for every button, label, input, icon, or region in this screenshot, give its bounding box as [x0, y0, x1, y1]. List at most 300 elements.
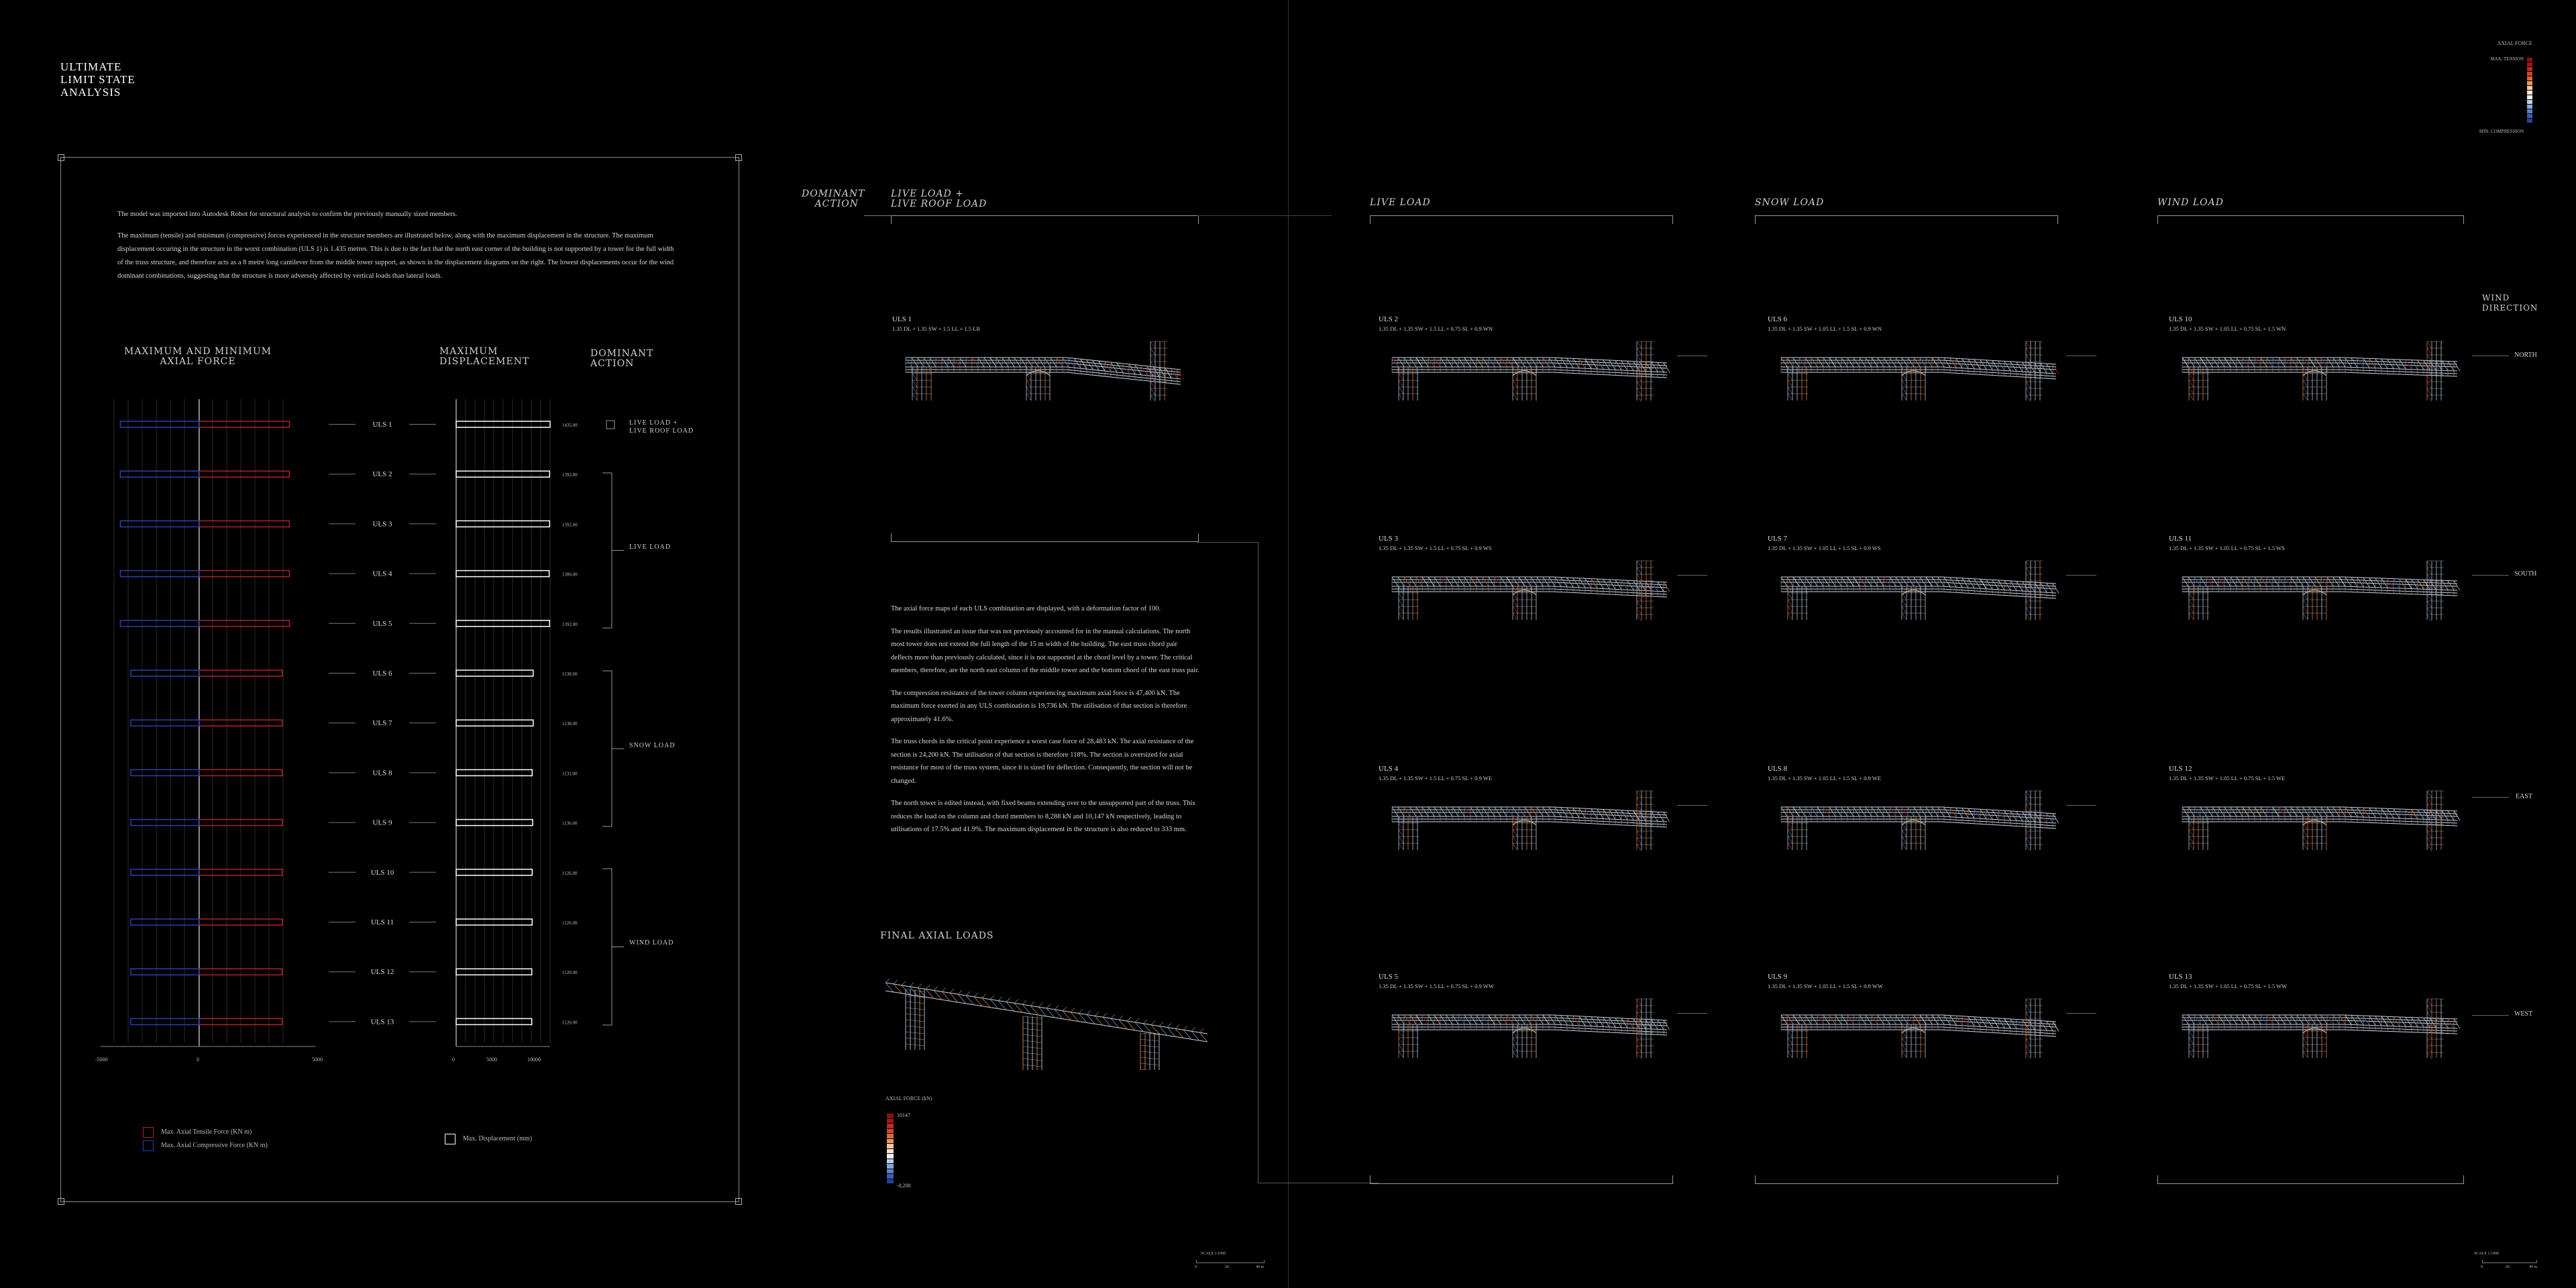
truss-member [2442, 580, 2448, 590]
truss-member [2053, 364, 2059, 374]
colorbar-swatch [887, 1144, 894, 1148]
truss-member [1854, 577, 1860, 586]
iso-member [1159, 1022, 1163, 1026]
tower-arch [2303, 1028, 2326, 1034]
tower-bracing [2026, 395, 2031, 402]
truss-member [1537, 1015, 1543, 1024]
truss-member [2363, 578, 2369, 587]
truss-member [1627, 361, 1633, 370]
tower-bracing [2303, 600, 2308, 606]
tower-bracing [2026, 824, 2031, 831]
truss-member [1781, 1015, 1787, 1024]
colorbar-swatch [2527, 91, 2532, 95]
truss-member [1543, 1015, 1549, 1024]
truss-member [2454, 362, 2460, 371]
truss-member [2418, 580, 2424, 589]
truss-member [1519, 1015, 1525, 1024]
truss-member [1627, 1018, 1633, 1028]
tower-arch [2303, 820, 2326, 826]
truss-member [2454, 811, 2460, 820]
truss-member [1914, 1015, 1920, 1024]
truss-member [1884, 807, 1890, 816]
tower-bracing [2303, 606, 2308, 613]
truss-member [2004, 810, 2010, 820]
uls-row-label: ULS 4 [372, 570, 392, 578]
truss-member [1829, 358, 1835, 367]
truss-chord [1781, 580, 2056, 586]
truss-member [1944, 807, 1950, 817]
action-label-wind: WIND LOAD [629, 939, 674, 947]
truss-member [2224, 577, 2231, 586]
colorbar-swatch [2527, 109, 2532, 113]
truss-chord [2182, 586, 2457, 590]
truss-member [1860, 577, 1866, 586]
truss-chord [1781, 822, 2056, 828]
truss-member [1434, 577, 1440, 586]
truss-member [1841, 807, 1847, 816]
tower-bracing [1902, 606, 1907, 613]
tower-bracing [1902, 613, 1907, 620]
direction-west: WEST [2514, 1010, 2533, 1018]
truss-member [1793, 358, 1799, 367]
tower-bracing [2026, 601, 2031, 608]
colorbar-swatch [2527, 67, 2532, 71]
truss-member [1141, 366, 1147, 376]
truss-member [1609, 580, 1615, 589]
truss-member [1555, 577, 1561, 586]
truss-member [978, 358, 984, 367]
truss-member [2430, 810, 2436, 820]
iso-member [926, 985, 930, 989]
truss-member [1044, 358, 1051, 367]
uls-cell-diagram [2169, 339, 2464, 402]
truss-member [1410, 1015, 1416, 1024]
iso-member [1046, 1004, 1051, 1008]
uls-cell-label: ULS 9 [1768, 973, 1788, 981]
truss-member [1597, 579, 1603, 588]
uls-row-label: ULS 12 [370, 968, 394, 977]
uls-cell-diagram [1768, 996, 2063, 1060]
connector-line [1197, 215, 1332, 216]
truss-member [2442, 810, 2448, 820]
tower-bracing [1637, 1039, 1642, 1046]
truss-member [2297, 1015, 2303, 1024]
uls-cell-diagram [1379, 558, 1674, 622]
truss-member [2418, 360, 2424, 370]
iso-member [966, 991, 970, 996]
truss-member [1537, 807, 1543, 816]
truss-chord [1781, 1027, 2056, 1034]
truss-member [1902, 1015, 1908, 1024]
compression-bar [131, 769, 199, 775]
colorbar-swatch [2527, 95, 2532, 99]
truss-member [1483, 358, 1489, 367]
disp-tick-2: 10000 [527, 1057, 541, 1063]
iso-member [1191, 1027, 1195, 1031]
uls-row-label: ULS 7 [372, 719, 392, 728]
truss-member [1902, 577, 1908, 586]
tower-bracing [1399, 394, 1403, 400]
tower-bracing [1399, 1051, 1403, 1058]
tower-arch [1026, 371, 1050, 376]
truss-member [1507, 1015, 1513, 1024]
disp-value: 1392.00 [562, 621, 578, 627]
tower-bracing [2189, 606, 2194, 613]
truss-member [2381, 1016, 2387, 1026]
tower-bracing [1399, 387, 1403, 394]
uls-cell-combo: 1.35 DL + 1.35 SW + 1.05 LL + 1.5 SL + 0.9 WE [1768, 775, 1882, 782]
tower-bracing [1513, 606, 1517, 613]
truss-member [1992, 810, 1998, 820]
iso-member [974, 993, 978, 997]
live-roof-col-header [891, 189, 987, 209]
title-line-2: LIMIT STATE [60, 73, 136, 86]
truss-member [1464, 807, 1470, 816]
tower-bracing [1902, 1038, 1907, 1044]
truss-member [2375, 359, 2381, 368]
disp-header-line-2: DISPLACEMENT [439, 356, 530, 367]
truss-member [2394, 360, 2400, 369]
truss-member [1980, 1017, 1986, 1027]
truss-member [1872, 807, 1878, 816]
colorbar-swatch [2527, 58, 2532, 62]
truss-structure [2182, 341, 2460, 402]
tower-bracing [2303, 830, 2308, 837]
truss-member [2297, 577, 2303, 586]
truss-structure [1392, 791, 1670, 851]
truss-member [1422, 358, 1428, 367]
truss-member [2267, 1015, 2273, 1024]
direction-south: SOUTH [2514, 570, 2537, 578]
truss-member [1621, 810, 1627, 820]
truss-member [1555, 358, 1561, 367]
truss-member [1914, 358, 1920, 367]
truss-member [2249, 1015, 2255, 1024]
uls-row-label: ULS 1 [372, 421, 392, 429]
truss-member [2267, 358, 2273, 367]
tower-bracing [1513, 1038, 1517, 1044]
iso-member [1119, 1016, 1123, 1020]
tower-bracing [1788, 830, 1792, 837]
truss-member [1609, 810, 1615, 819]
tower-bracing [912, 394, 917, 400]
connector-line [2066, 805, 2096, 806]
truss-member [2400, 809, 2406, 818]
truss-member [1585, 1016, 1591, 1026]
tower-bracing [1513, 600, 1517, 606]
frame-corner [58, 1198, 64, 1205]
truss-member [1422, 577, 1428, 586]
truss-chord [1781, 819, 2056, 826]
tower-bracing [2189, 1031, 2194, 1038]
uls-cell-combo: 1.35 DL + 1.35 SW + 1.05 LL + 1.5 SL + 0.9 WN [1768, 325, 1882, 332]
truss-member [1805, 1015, 1811, 1024]
truss-member [2351, 577, 2357, 586]
compression-bar [131, 869, 199, 875]
tower-bracing [1150, 388, 1155, 395]
truss-structure [1781, 791, 2059, 851]
truss-chord [1781, 370, 2056, 376]
truss-member [1847, 807, 1854, 816]
disp-tick-0: 0 [452, 1057, 455, 1063]
truss-member [2351, 358, 2357, 367]
truss-member [1573, 578, 1579, 587]
iso-member [1030, 1002, 1034, 1006]
truss-member [1603, 1018, 1609, 1027]
truss-member [2448, 581, 2454, 590]
truss-member [1914, 807, 1920, 816]
truss-member [1890, 577, 1896, 586]
truss-member [2200, 807, 2206, 816]
truss-member [2345, 807, 2351, 816]
truss-member [1633, 581, 1640, 590]
tower-bracing [1513, 380, 1517, 387]
truss-member [1020, 358, 1026, 367]
truss-member [1464, 358, 1470, 367]
tower-bracing [2303, 1051, 2308, 1058]
uls-cell-diagram [2169, 558, 2464, 622]
truss-member [1817, 807, 1823, 816]
truss-member [1847, 1015, 1854, 1024]
truss-member [1477, 807, 1483, 816]
direction-line [2472, 575, 2509, 576]
uls-cell-diagram [1768, 558, 2063, 622]
truss-member [2345, 577, 2351, 586]
truss-member [2237, 1015, 2243, 1024]
truss-member [1531, 1015, 1537, 1024]
snow-bracket-top [1755, 215, 2058, 224]
truss-member [1416, 1015, 1422, 1024]
tower-bracing [2303, 1044, 2308, 1051]
truss-member [1573, 358, 1579, 368]
truss-member [2261, 1015, 2267, 1024]
uls-cell-diagram [1379, 996, 1674, 1060]
truss-member [2400, 1017, 2406, 1026]
legend-compression-label: Max. Axial Compressive Force (KN m) [161, 1142, 268, 1149]
uls-cell-combo: 1.35 DL + 1.35 SW + 1.05 LL + 1.5 SL + 0.9 WS [1768, 545, 1881, 551]
truss-member [2448, 811, 2454, 820]
uls-cell-label: ULS 5 [1379, 973, 1399, 981]
truss-member [1787, 1015, 1793, 1024]
wind-direction-title [2482, 293, 2538, 313]
action-label-live-roof [629, 419, 694, 435]
middle-paragraph-3: The compression resistance of the tower column experiencing maximum axial force is 47,400 kN. The maximum force exerted in any ULS combination is 19,736 kN. The utilisation of that section is therefore approximately 41.6%. [891, 689, 1187, 723]
truss-member [2004, 361, 2010, 371]
truss-member [1597, 809, 1603, 818]
truss-member [1841, 577, 1847, 586]
truss-member [1446, 807, 1452, 816]
truss-member [1014, 358, 1020, 367]
truss-member [1392, 577, 1398, 586]
truss-member [1002, 358, 1008, 367]
truss-structure [1781, 341, 2059, 402]
truss-member [1483, 1015, 1489, 1024]
scale-right-tick-2: 40 m [2529, 1265, 2538, 1269]
truss-member [1835, 358, 1841, 367]
uls1-label: ULS 1 [892, 315, 912, 323]
truss-member [2369, 1016, 2375, 1025]
compression-bar [120, 621, 199, 627]
truss-member [1896, 577, 1902, 586]
tower-bracing [2026, 355, 2031, 362]
truss-member [1489, 1015, 1495, 1024]
uls-cell-label: ULS 2 [1379, 315, 1399, 323]
scale-bar-right [2482, 1260, 2537, 1263]
truss-member [2303, 577, 2309, 586]
compression-bar [131, 720, 199, 726]
truss-member [2345, 358, 2351, 367]
uls-cell-label: ULS 7 [1768, 535, 1788, 543]
tower-bracing [2026, 1012, 2031, 1019]
truss-member [1531, 577, 1537, 586]
tower-bracing [1399, 1044, 1403, 1051]
truss-member [1495, 358, 1501, 367]
truss-member [1950, 808, 1956, 818]
tower-bracing [2026, 1032, 2031, 1039]
truss-member [2369, 358, 2375, 368]
tower-bracing [1637, 831, 1642, 838]
truss-member [2188, 807, 2194, 816]
truss-member [1805, 358, 1811, 367]
tower-arch [2303, 371, 2326, 376]
truss-member [1841, 358, 1847, 367]
truss-member [2339, 807, 2345, 816]
iso-member [950, 989, 954, 993]
truss-member [2454, 581, 2460, 590]
truss-member [1932, 807, 1938, 816]
truss-member [2231, 577, 2237, 586]
tower-bracing [2026, 614, 2031, 621]
truss-member [918, 358, 924, 367]
uls-cell-diagram [1768, 788, 2063, 852]
truss-member [1513, 577, 1519, 586]
truss-member [1428, 807, 1434, 816]
truss-member [948, 358, 954, 367]
truss-member [1956, 1016, 1962, 1026]
truss-chord [1781, 1030, 2056, 1036]
tower-bracing [1637, 568, 1642, 574]
tower-bracing [2427, 1039, 2432, 1046]
truss-member [1998, 361, 2004, 371]
truss-member [2218, 358, 2224, 367]
truss-member [1781, 807, 1787, 816]
truss-member [2255, 358, 2261, 367]
truss-member [1452, 807, 1458, 816]
tower-bracing [2026, 568, 2031, 574]
truss-member [1597, 1017, 1603, 1026]
truss-structure [2182, 999, 2460, 1059]
truss-member [1878, 577, 1884, 586]
truss-member [2224, 358, 2231, 367]
truss-member [1950, 578, 1956, 588]
truss-member [1621, 361, 1627, 370]
truss-member [2412, 1018, 2418, 1027]
truss-member [2412, 580, 2418, 589]
connector-line [864, 215, 891, 216]
truss-member [2327, 807, 2333, 816]
tower-bracing [1902, 1044, 1907, 1051]
truss-member [2231, 807, 2237, 816]
tower-bracing [2189, 1038, 2194, 1044]
truss-member [2279, 807, 2285, 816]
scale-bar-left [1196, 1260, 1265, 1263]
truss-member [1835, 807, 1841, 816]
final-legend-colorbar [887, 1114, 894, 1184]
truss-member [2273, 358, 2279, 367]
truss-member [2412, 360, 2418, 370]
truss-member [1615, 810, 1621, 819]
tower-bracing [1637, 594, 1642, 601]
truss-member [2279, 577, 2285, 586]
truss-member [1483, 807, 1489, 816]
truss-member [2029, 582, 2035, 592]
connector-line [2066, 1013, 2096, 1014]
tower-bracing [1026, 380, 1031, 387]
truss-member [996, 358, 1002, 367]
truss-member [2255, 577, 2261, 586]
truss-member [1781, 358, 1787, 367]
truss-member [1866, 577, 1872, 586]
truss-member [1567, 578, 1573, 587]
truss-member [2339, 358, 2345, 367]
truss-member [2285, 1015, 2291, 1024]
truss-member [2273, 577, 2279, 586]
tower-bracing [2189, 1044, 2194, 1051]
axial-force-chart [0, 0, 738, 1194]
truss-member [1591, 1017, 1597, 1026]
truss-member [1513, 807, 1519, 816]
iso-member [1095, 1012, 1099, 1016]
compression-bar [120, 421, 199, 427]
title-line-3: ANALYSIS [60, 86, 121, 99]
truss-member [1841, 1015, 1847, 1024]
wind-bracket-bottom [2157, 1175, 2464, 1184]
truss-member [1549, 577, 1555, 586]
truss-member [954, 358, 960, 367]
tower-bracing [2026, 1006, 2031, 1012]
truss-chord [2182, 807, 2457, 811]
truss-member [1591, 360, 1597, 369]
truss-member [1434, 807, 1440, 816]
truss-member [1591, 809, 1597, 818]
truss-member [1428, 358, 1434, 367]
live-roof-bracket-top [891, 215, 1199, 224]
col-header-live: LIVE LOAD [1370, 197, 1431, 208]
truss-member [1811, 807, 1817, 816]
truss-member [2285, 358, 2291, 367]
truss-member [1470, 1015, 1477, 1024]
tower-bracing [2427, 1032, 2432, 1039]
truss-structure [1781, 561, 2059, 621]
truss-member [1573, 1016, 1579, 1025]
truss-member [2315, 807, 2321, 816]
truss-member [2321, 577, 2327, 586]
truss-member [2418, 810, 2424, 819]
truss-member [1823, 358, 1829, 367]
truss-member [1549, 807, 1555, 816]
tower-bracing [1788, 606, 1792, 613]
truss-member [1129, 364, 1135, 374]
truss-member [2182, 577, 2188, 586]
truss-member [942, 358, 948, 367]
truss-chord [2182, 358, 2457, 362]
truss-member [2188, 1015, 2194, 1024]
truss-member [1398, 807, 1404, 816]
truss-member [2261, 807, 2267, 816]
top-legend-max: MAX. TENSION [2490, 56, 2524, 62]
truss-member [1878, 1015, 1884, 1024]
direction-east: EAST [2516, 793, 2532, 800]
